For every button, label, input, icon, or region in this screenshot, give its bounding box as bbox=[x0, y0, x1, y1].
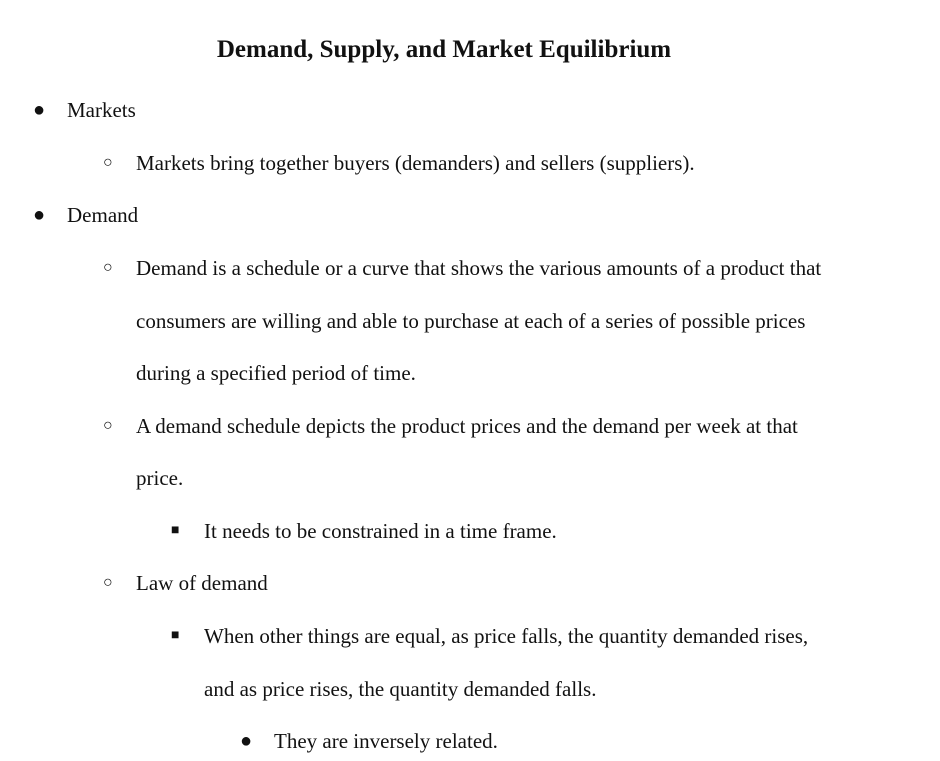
bullet-circle-icon: ○ bbox=[103, 417, 113, 434]
bullet-circle-icon: ○ bbox=[103, 154, 113, 171]
list-item-text-continued: during a specified period of time. bbox=[136, 361, 416, 385]
list-item-text: Demand is a schedule or a curve that shows the various amounts of a product that bbox=[136, 256, 822, 280]
bullet-circle-icon: ○ bbox=[103, 259, 113, 276]
document-title: Demand, Supply, and Market Equilibrium bbox=[216, 36, 672, 63]
bullet-square-icon: ■ bbox=[171, 523, 180, 538]
list-item-text: They are inversely related. bbox=[274, 729, 498, 753]
bullet-circle-icon: ○ bbox=[103, 574, 113, 591]
bullet-disc-icon: ● bbox=[33, 99, 46, 121]
list-item-text-continued: and as price rises, the quantity demanded falls. bbox=[204, 677, 597, 701]
list-item-text-continued: consumers are willing and able to purchase at each of a series of possible prices bbox=[136, 309, 806, 333]
list-item-demand: Demand bbox=[67, 203, 139, 227]
list-item-text-continued: price. bbox=[136, 466, 184, 490]
list-item-text: It needs to be constrained in a time frame. bbox=[204, 519, 557, 543]
bullet-disc-icon: ● bbox=[240, 730, 253, 752]
bullet-square-icon: ■ bbox=[171, 628, 180, 643]
list-item-text: Law of demand bbox=[136, 571, 268, 595]
list-item-text: A demand schedule depicts the product prices and the demand per week at that bbox=[136, 414, 798, 438]
list-item-text: Markets bring together buyers (demanders) and sellers (suppliers). bbox=[136, 151, 695, 175]
list-item-text: When other things are equal, as price falls, the quantity demanded rises, bbox=[204, 624, 809, 648]
bullet-disc-icon: ● bbox=[33, 204, 46, 226]
list-item-markets: Markets bbox=[67, 98, 136, 122]
